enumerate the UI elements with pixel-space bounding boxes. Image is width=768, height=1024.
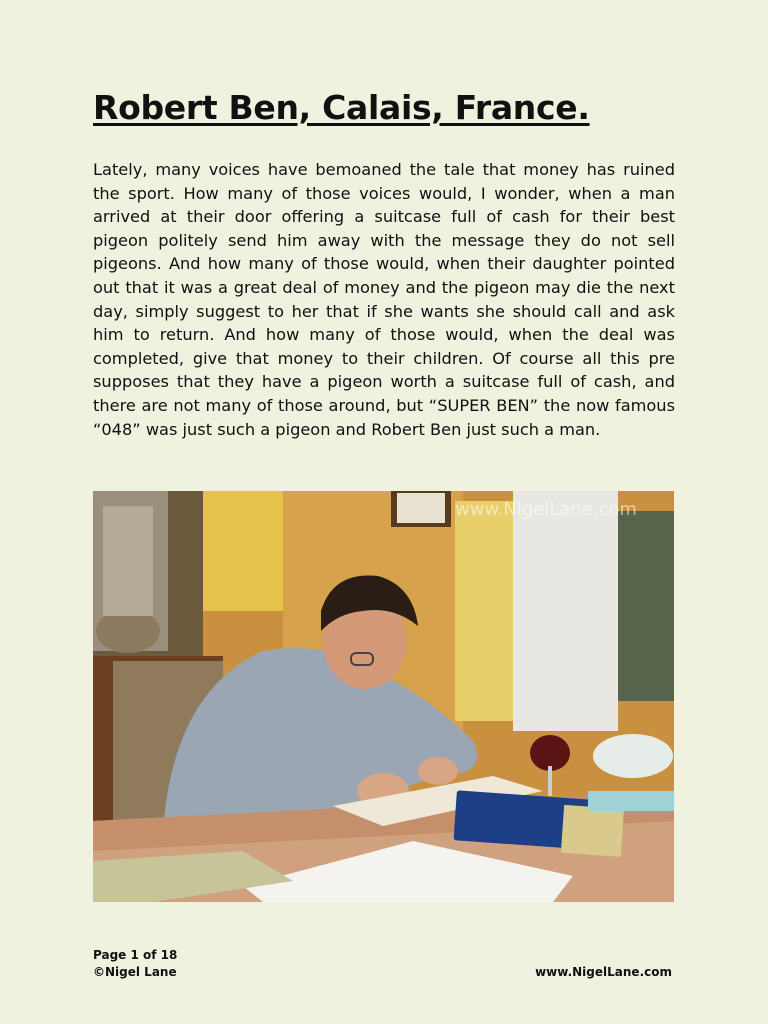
photo-man-writing [93, 491, 674, 902]
page-title: Robert Ben, Calais, France. [93, 88, 590, 127]
footer-left [93, 947, 177, 981]
footer-website: www.NigelLane.com [535, 965, 672, 979]
page-number: Page 1 of 18 [93, 948, 178, 962]
copyright: ©Nigel Lane [93, 965, 177, 979]
photo-watermark: www.NigelLane.com [455, 499, 637, 520]
body-paragraph: Lately, many voices have bemoaned the tale that money has ruined the sport. How many of those voices would, I wonder, when a man arrived at their door offering a suitcase full of cash for their best pigeon politely send him away with the message they do not sell pigeons. And how many of those would, when their daughter pointed out that it was a great deal of money and the pigeon may die the next day, simply suggest to her that if she wants she should call and ask him to return. And how many of those would, when the deal was completed, give that money to their children. Of course all this pre supposes that they have a pigeon worth a suitcase full of cash, and there are not many of those around, but “SUPER BEN” the now famous “048” was just such a pigeon and Robert Ben just such a man. [93, 160, 675, 439]
